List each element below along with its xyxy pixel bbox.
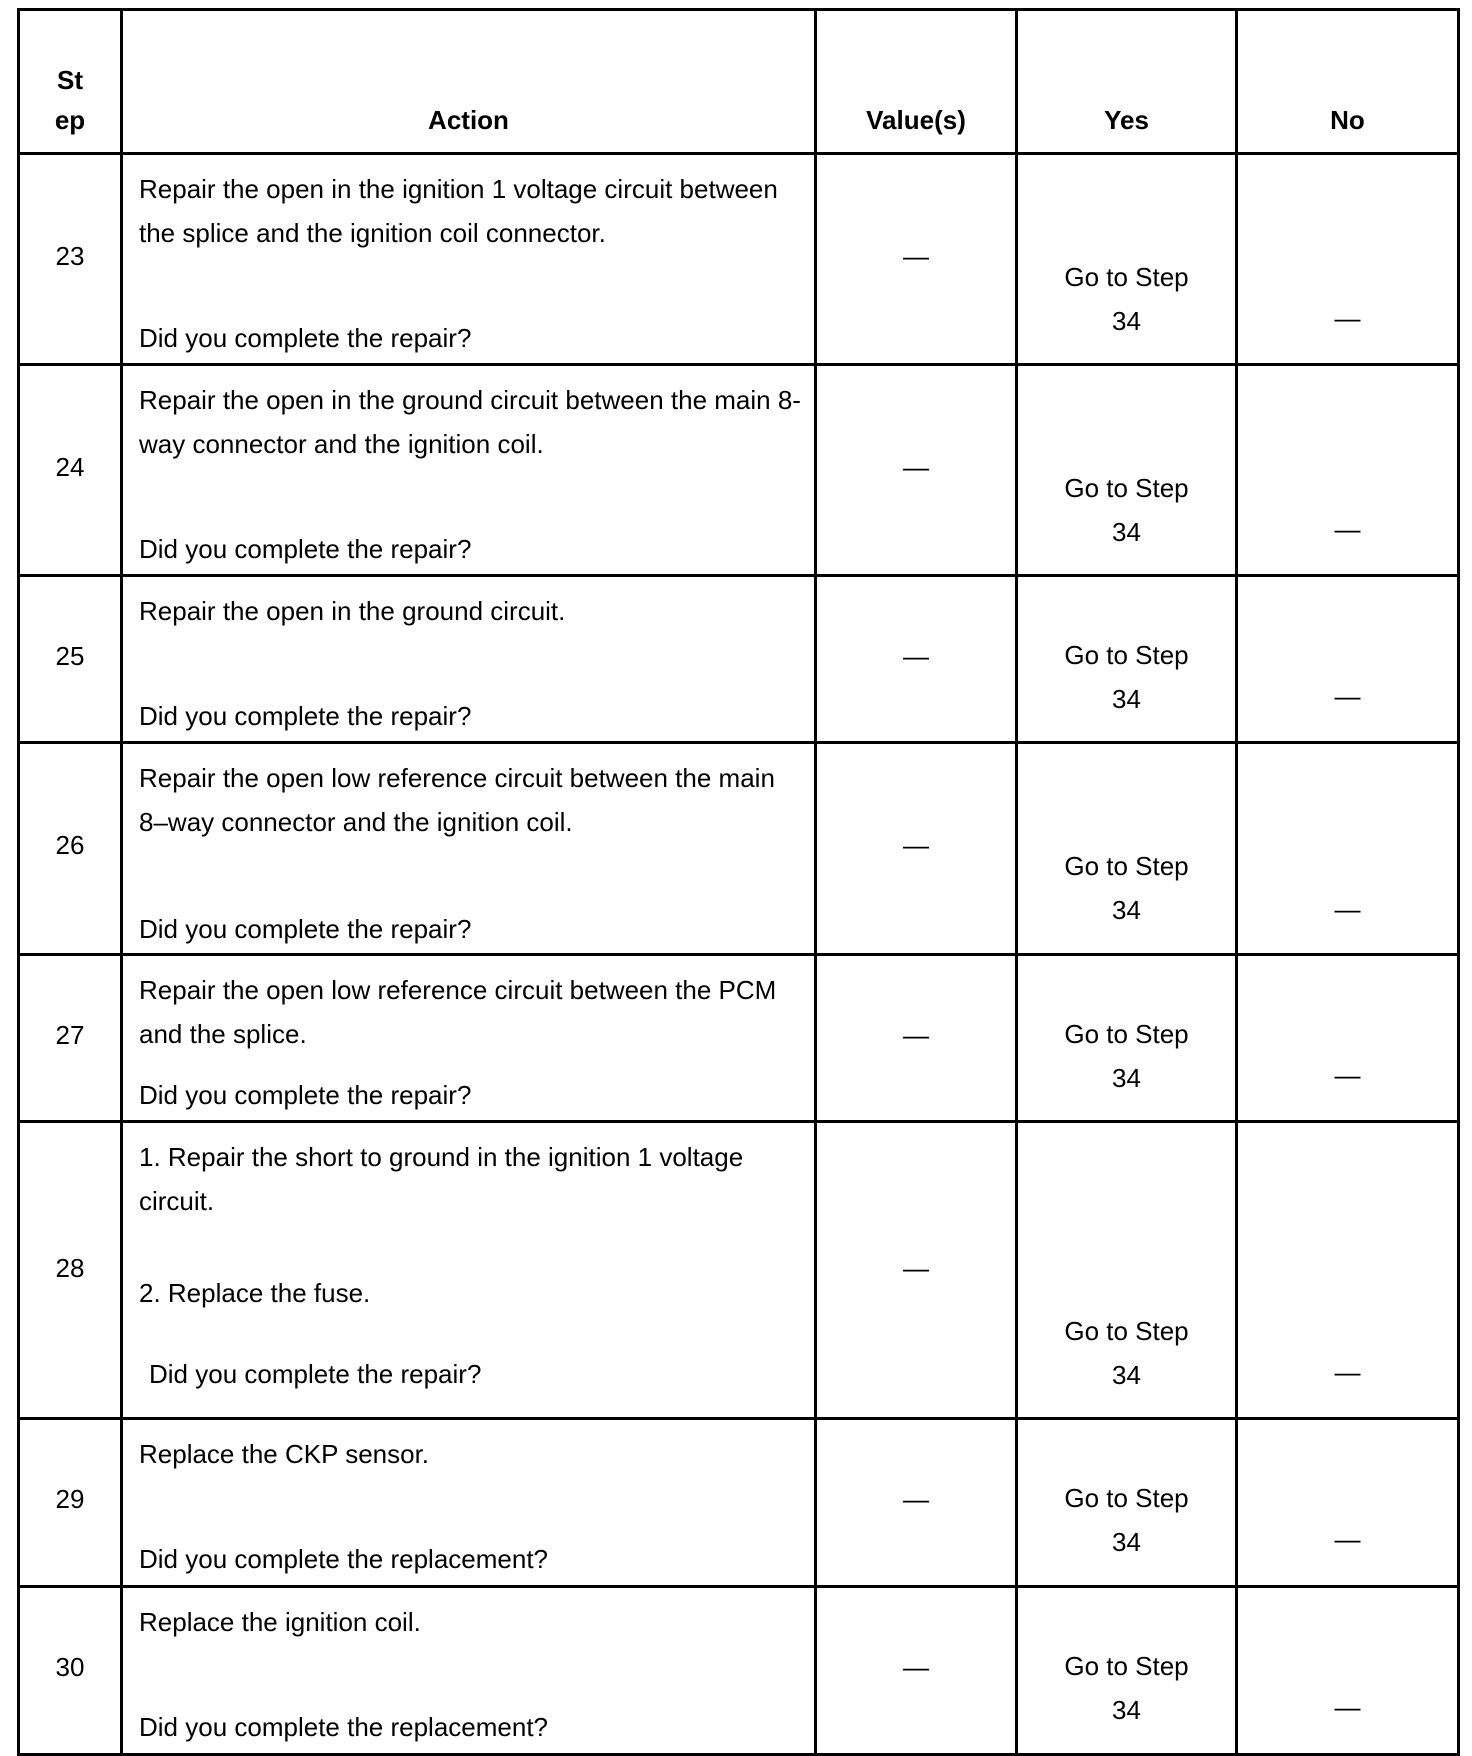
table-row [19, 955, 1459, 1122]
yes-target: Go to Step 34 [1064, 1019, 1189, 1093]
action-text: Replace the ignition coil. [139, 1607, 421, 1637]
step-number: 29 [55, 1484, 85, 1514]
table-row [19, 743, 1459, 955]
action-text: Repair the open low reference circuit between the PCM and the splice. [139, 975, 777, 1049]
table-row [19, 365, 1459, 576]
value-dash: — [903, 452, 929, 482]
table-row [19, 1122, 1459, 1419]
header-step [19, 10, 122, 154]
value-dash: — [903, 1020, 929, 1050]
question-text: Did you complete the repair? [139, 701, 472, 731]
yes-target: Go to Step 34 [1064, 1651, 1189, 1725]
yes-target: Go to Step 34 [1064, 1316, 1189, 1390]
no-dash: — [1334, 303, 1361, 333]
table-row [19, 576, 1459, 743]
step-number: 27 [55, 1020, 85, 1050]
no-dash: — [1334, 1060, 1361, 1090]
table-row [19, 1419, 1459, 1587]
action-item-1: 1. Repair the short to ground in the ignition 1 voltage circuit. [139, 1142, 744, 1216]
step-number: 23 [55, 241, 85, 271]
step-number: 24 [55, 452, 85, 482]
action-text: Repair the open in the ground circuit between the main 8-way connector and the ignition coil. [139, 385, 801, 459]
yes-target: Go to Step 34 [1064, 1483, 1189, 1557]
value-dash: — [903, 641, 929, 671]
question-text: Did you complete the repair? [139, 1080, 472, 1110]
value-dash: — [903, 830, 929, 860]
no-dash: — [1334, 1524, 1361, 1554]
no-dash: — [1334, 1692, 1361, 1722]
table-row [19, 154, 1459, 365]
question-text: Did you complete the replacement? [139, 1544, 549, 1574]
no-dash: — [1334, 894, 1361, 924]
step-number: 26 [55, 830, 85, 860]
action-text: Replace the CKP sensor. [139, 1439, 430, 1469]
yes-target: Go to Step 34 [1064, 640, 1189, 714]
action-item-2: 2. Replace the fuse. [139, 1278, 371, 1308]
yes-target: Go to Step 34 [1064, 851, 1189, 925]
action-text: Repair the open in the ignition 1 voltage circuit between the splice and the ignition coil connector. [139, 174, 778, 248]
no-dash: — [1334, 514, 1361, 544]
diagnostic-table [17, 8, 1460, 1756]
step-number: 30 [55, 1652, 85, 1682]
question-text: Did you complete the repair? [149, 1359, 482, 1389]
header-values: Value(s) [816, 10, 1017, 154]
question-text: Did you complete the repair? [139, 534, 472, 564]
header-action: Action [122, 10, 816, 154]
no-dash: — [1334, 1357, 1361, 1387]
yes-target: Go to Step 34 [1064, 473, 1189, 547]
step-number: 25 [55, 641, 85, 671]
action-text: Repair the open in the ground circuit. [139, 596, 566, 626]
header-step-line2: ep [54, 105, 86, 135]
header-row [19, 10, 1459, 154]
header-no: No [1237, 10, 1459, 154]
question-text: Did you complete the repair? [139, 323, 472, 353]
header-yes: Yes [1017, 10, 1237, 154]
question-text: Did you complete the repair? [139, 914, 472, 944]
value-dash: — [903, 1253, 929, 1283]
value-dash: — [903, 1484, 929, 1514]
table-row [19, 1587, 1459, 1755]
value-dash: — [903, 241, 929, 271]
step-number: 28 [55, 1253, 85, 1283]
no-dash: — [1334, 681, 1361, 711]
yes-target: Go to Step 34 [1064, 262, 1189, 336]
value-dash: — [903, 1652, 929, 1682]
question-text: Did you complete the replacement? [139, 1712, 549, 1742]
header-step-line1: St [57, 65, 83, 95]
action-text: Repair the open low reference circuit between the main 8–way connector and the ignition coil. [139, 763, 775, 837]
